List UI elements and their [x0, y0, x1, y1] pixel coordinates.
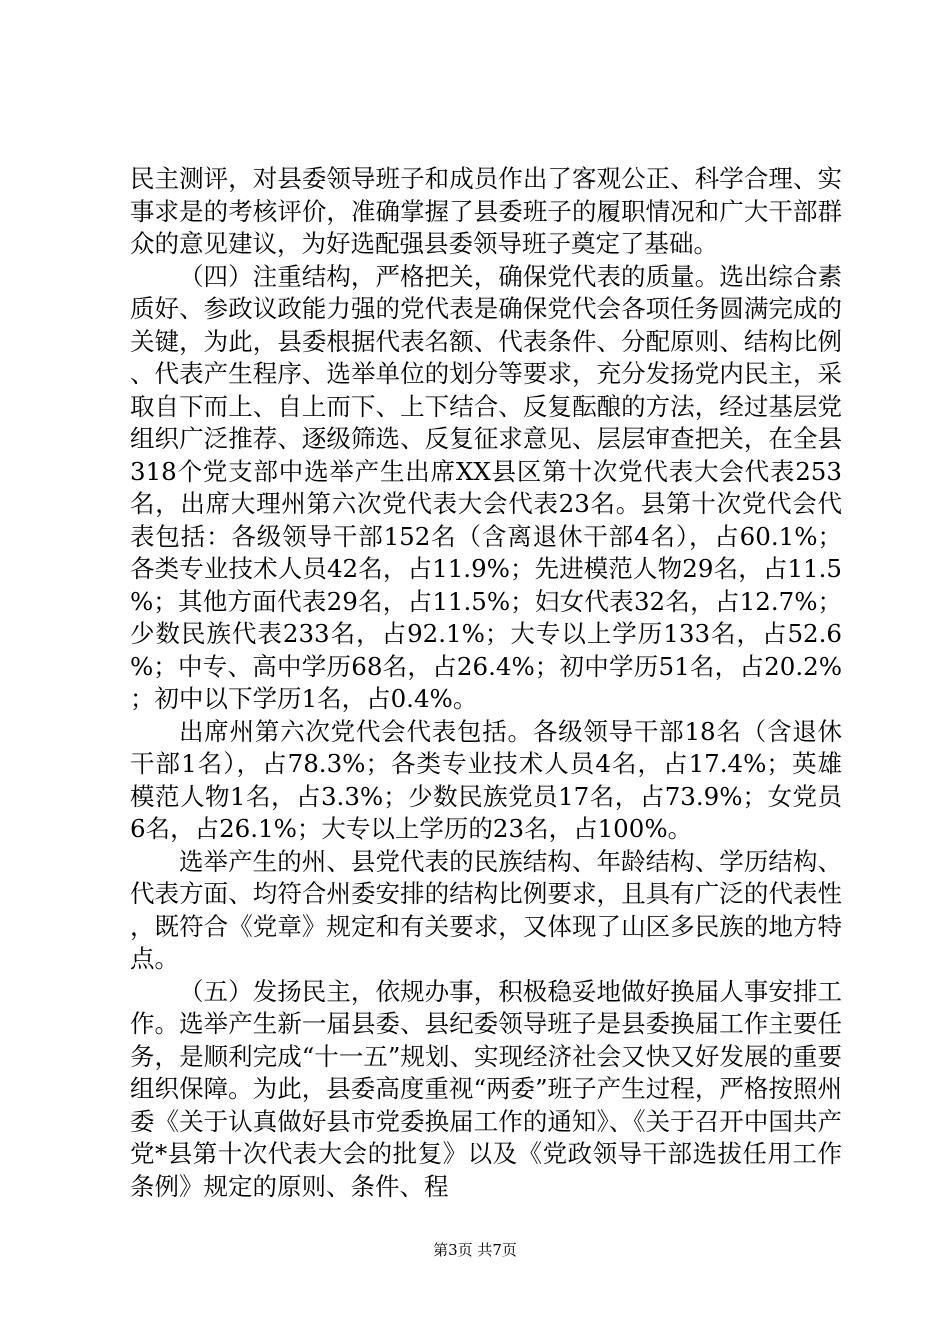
page-number-indicator: 第3页 共7页 — [433, 1241, 517, 1259]
paragraph-section-five: （五）发扬民主，依规办事，积极稳妥地做好换届人事安排工作。选举产生新一届县委、县纪委领导班子是县委换届工作主要任务，是顺利完成“十一五”规划、实现经济社会又快又好发展的重要组织保障。为此，县委高度重视“两委”班子产生过程，严格按照州委《关于认真做好县市党委换届工作的通知》、《关于召开中国共产党*县第十次代表大会的批复》以及《党政领导干部选拔任用工作条例》规定的原则、条件、程 — [130, 976, 842, 1201]
document-body — [130, 163, 842, 1203]
paragraph-delegate-structure: 选举产生的州、县党代表的民族结构、年龄结构、学历结构、代表方面、均符合州委安排的结构比例要求，且具有广泛的代表性，既符合《党章》规定和有关要求，又体现了山区多民族的地方特点。 — [130, 846, 842, 973]
page-footer — [0, 1240, 950, 1260]
paragraph-prefecture-delegates: 出席州第六次党代会代表包括。各级领导干部18名（含退休干部1名），占78.3%；各类专业技术人员4名，占17.4%；英雄模范人物1名，占3.3%；少数民族党员17名，占73.9%；女党员6名，占26.1%；大专以上学历的23名，占100%。 — [130, 716, 842, 843]
paragraph-continuation: 民主测评，对县委领导班子和成员作出了客观公正、科学合理、实事求是的考核评价，准确掌握了县委班子的履职情况和广大干部群众的意见建议，为好选配强县委领导班子奠定了基础。 — [130, 164, 842, 258]
paragraph-section-four: （四）注重结构，严格把关，确保党代表的质量。选出综合素质好、参政议政能力强的党代表是确保党代会各项任务圆满完成的关键，为此，县委根据代表名额、代表条件、分配原则、结构比例、代表产生程序、选举单位的划分等要求，充分发扬党内民主，采取自下而上、自上而下、上下结合、反复酝酿的方法，经过基层党组织广泛推荐、逐级筛选、反复征求意见、层层审查把关，在全县318个党支部中选举产生出席XX县区第十次党代表大会代表253名，出席大理州第六次党代表大会代表23名。县第十次党代会代表包括：各级领导干部152名（含离退休干部4名），占60.1%；各类专业技术人员42名，占11.9%；先进模范人物29名，占11.5%；其他方面代表29名，占11.5%；妇女代表32名，占12.7%；少数民族代表233名，占92.1%；大专以上学历133名，占52.6%；中专、高中学历68名，占26.4%；初中学历51名，占20.2%；初中以下学历1名，占0.4%。 — [130, 261, 842, 713]
